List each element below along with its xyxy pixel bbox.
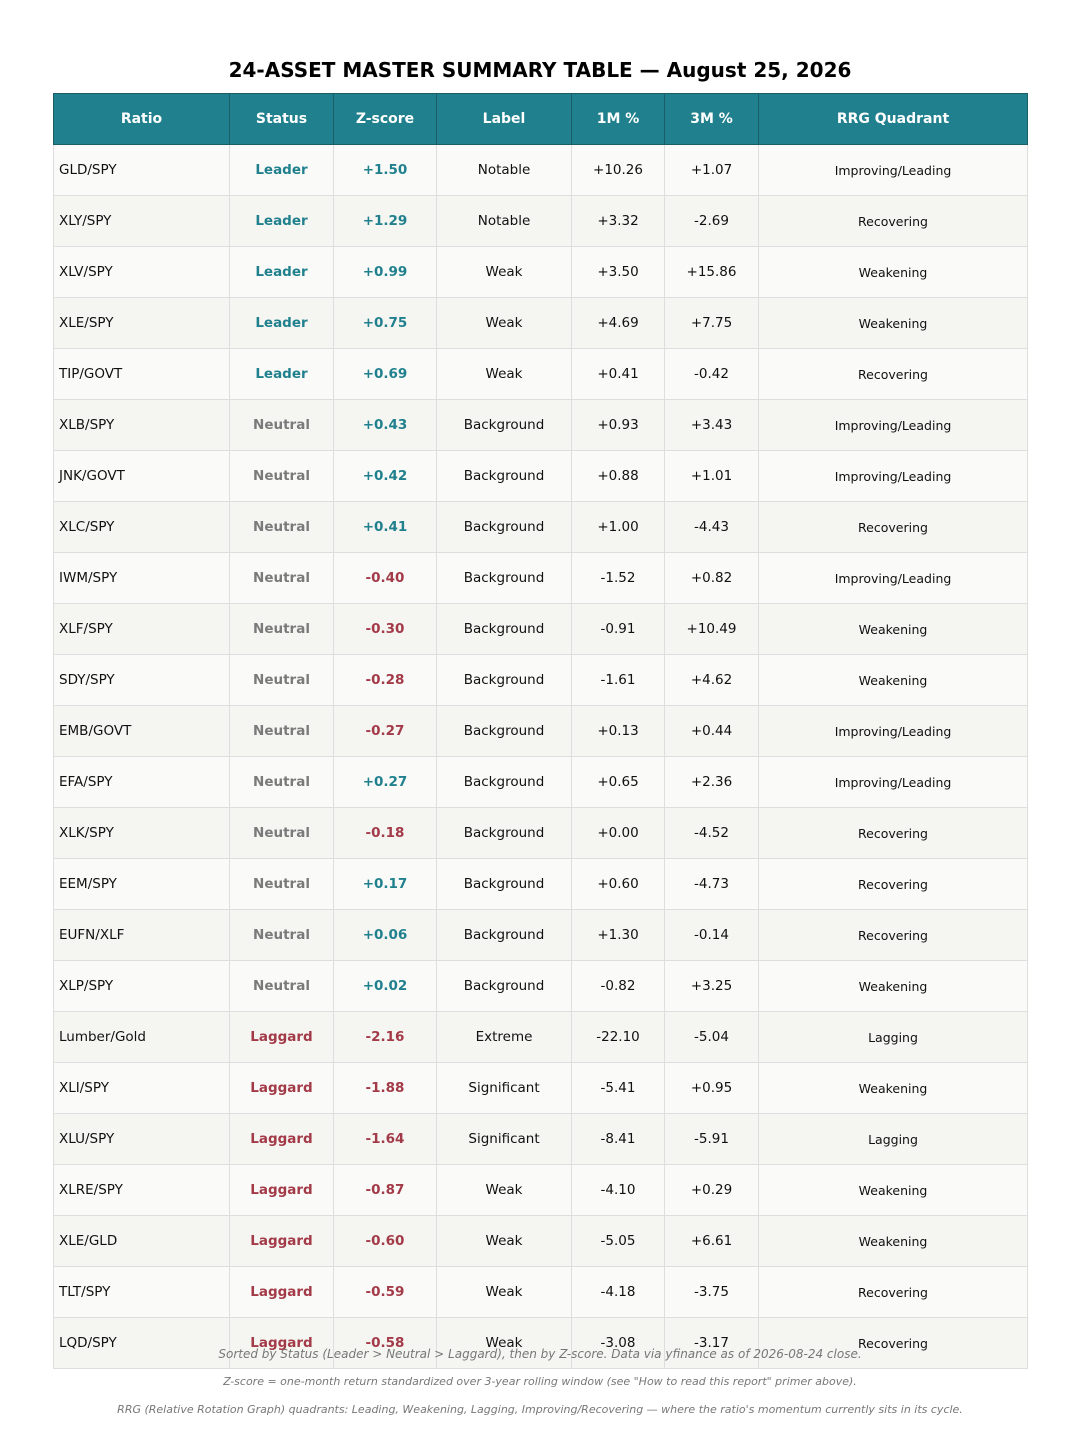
- status-cell: Neutral: [230, 655, 334, 706]
- ratio-cell: EFA/SPY: [54, 757, 230, 808]
- ratio-cell: EEM/SPY: [54, 859, 230, 910]
- table-row: [54, 502, 1028, 553]
- ratio-cell: XLF/SPY: [54, 604, 230, 655]
- table-row: [54, 757, 1028, 808]
- column-header-zscore: Z-score: [334, 94, 437, 145]
- zscore-cell: -0.60: [334, 1216, 437, 1267]
- column-header-1m: 1M %: [572, 94, 665, 145]
- status-cell: Neutral: [230, 859, 334, 910]
- column-header-3m: 3M %: [665, 94, 759, 145]
- label-cell: Extreme: [437, 1012, 572, 1063]
- column-header-ratio: Ratio: [54, 94, 230, 145]
- zscore-cell: +0.41: [334, 502, 437, 553]
- one-month-return-cell: -1.52: [572, 553, 665, 604]
- footnote-rrg: RRG (Relative Rotation Graph) quadrants: Leading, Weakening, Lagging, Improving/Recovering — where the ratio's momentum currently sits in its cycle.: [117, 1403, 963, 1416]
- label-cell: Weak: [437, 1216, 572, 1267]
- zscore-cell: +0.99: [334, 247, 437, 298]
- label-cell: Background: [437, 400, 572, 451]
- three-month-return-cell: +3.25: [665, 961, 759, 1012]
- three-month-return-cell: +4.62: [665, 655, 759, 706]
- ratio-cell: XLB/SPY: [54, 400, 230, 451]
- zscore-cell: -0.18: [334, 808, 437, 859]
- rrg-quadrant-cell: Weakening: [759, 298, 1028, 349]
- label-cell: Background: [437, 451, 572, 502]
- table-row: [54, 553, 1028, 604]
- table-row: [54, 706, 1028, 757]
- status-cell: Leader: [230, 298, 334, 349]
- zscore-cell: +0.69: [334, 349, 437, 400]
- label-cell: Background: [437, 502, 572, 553]
- table-row: [54, 349, 1028, 400]
- three-month-return-cell: +1.07: [665, 145, 759, 196]
- three-month-return-cell: -4.73: [665, 859, 759, 910]
- table-row: [54, 655, 1028, 706]
- three-month-return-cell: -2.69: [665, 196, 759, 247]
- rrg-quadrant-cell: Weakening: [759, 1063, 1028, 1114]
- ratio-cell: XLE/GLD: [54, 1216, 230, 1267]
- rrg-quadrant-cell: Recovering: [759, 196, 1028, 247]
- ratio-cell: XLV/SPY: [54, 247, 230, 298]
- zscore-cell: +1.29: [334, 196, 437, 247]
- status-cell: Leader: [230, 196, 334, 247]
- zscore-cell: -0.30: [334, 604, 437, 655]
- label-cell: Weak: [437, 1267, 572, 1318]
- rrg-quadrant-cell: Weakening: [759, 247, 1028, 298]
- ratio-cell: EMB/GOVT: [54, 706, 230, 757]
- ratio-cell: XLK/SPY: [54, 808, 230, 859]
- zscore-cell: +0.06: [334, 910, 437, 961]
- ratio-cell: XLY/SPY: [54, 196, 230, 247]
- summary-table: [53, 93, 1028, 1369]
- label-cell: Notable: [437, 145, 572, 196]
- one-month-return-cell: +0.93: [572, 400, 665, 451]
- one-month-return-cell: -5.41: [572, 1063, 665, 1114]
- label-cell: Background: [437, 757, 572, 808]
- column-header-rrg-quadrant: RRG Quadrant: [759, 94, 1028, 145]
- label-cell: Background: [437, 604, 572, 655]
- one-month-return-cell: +0.65: [572, 757, 665, 808]
- table-row: [54, 247, 1028, 298]
- three-month-return-cell: +1.01: [665, 451, 759, 502]
- label-cell: Weak: [437, 349, 572, 400]
- label-cell: Weak: [437, 1165, 572, 1216]
- zscore-cell: +0.02: [334, 961, 437, 1012]
- status-cell: Neutral: [230, 706, 334, 757]
- three-month-return-cell: -0.42: [665, 349, 759, 400]
- ratio-cell: XLP/SPY: [54, 961, 230, 1012]
- label-cell: Background: [437, 961, 572, 1012]
- footnote-sorting: Sorted by Status (Leader > Neutral > Laggard), then by Z-score. Data via yfinance as of 2026-08-24 close.: [218, 1347, 862, 1361]
- status-cell: Neutral: [230, 400, 334, 451]
- three-month-return-cell: +0.82: [665, 553, 759, 604]
- rrg-quadrant-cell: Weakening: [759, 961, 1028, 1012]
- rrg-quadrant-cell: Improving/Leading: [759, 757, 1028, 808]
- ratio-cell: TLT/SPY: [54, 1267, 230, 1318]
- three-month-return-cell: -4.43: [665, 502, 759, 553]
- label-cell: Background: [437, 910, 572, 961]
- one-month-return-cell: +1.00: [572, 502, 665, 553]
- rrg-quadrant-cell: Recovering: [759, 1318, 1028, 1369]
- three-month-return-cell: +3.43: [665, 400, 759, 451]
- label-cell: Notable: [437, 196, 572, 247]
- rrg-quadrant-cell: Improving/Leading: [759, 553, 1028, 604]
- column-header-label: Label: [437, 94, 572, 145]
- status-cell: Neutral: [230, 502, 334, 553]
- rrg-quadrant-cell: Lagging: [759, 1012, 1028, 1063]
- status-cell: Laggard: [230, 1267, 334, 1318]
- one-month-return-cell: +0.13: [572, 706, 665, 757]
- ratio-cell: JNK/GOVT: [54, 451, 230, 502]
- column-header-status: Status: [230, 94, 334, 145]
- table-row: [54, 808, 1028, 859]
- status-cell: Leader: [230, 247, 334, 298]
- three-month-return-cell: +7.75: [665, 298, 759, 349]
- status-cell: Neutral: [230, 451, 334, 502]
- status-cell: Leader: [230, 145, 334, 196]
- zscore-cell: -0.40: [334, 553, 437, 604]
- one-month-return-cell: +10.26: [572, 145, 665, 196]
- rrg-quadrant-cell: Weakening: [759, 1165, 1028, 1216]
- table-row: [54, 1063, 1028, 1114]
- rrg-quadrant-cell: Weakening: [759, 1216, 1028, 1267]
- zscore-cell: -1.88: [334, 1063, 437, 1114]
- table-row: [54, 145, 1028, 196]
- table-row: [54, 1012, 1028, 1063]
- three-month-return-cell: -4.52: [665, 808, 759, 859]
- one-month-return-cell: +3.32: [572, 196, 665, 247]
- table-row: [54, 298, 1028, 349]
- zscore-cell: -0.59: [334, 1267, 437, 1318]
- rrg-quadrant-cell: Recovering: [759, 502, 1028, 553]
- one-month-return-cell: -4.18: [572, 1267, 665, 1318]
- table-row: [54, 1165, 1028, 1216]
- status-cell: Neutral: [230, 553, 334, 604]
- one-month-return-cell: -0.82: [572, 961, 665, 1012]
- status-cell: Neutral: [230, 808, 334, 859]
- rrg-quadrant-cell: Recovering: [759, 349, 1028, 400]
- status-cell: Laggard: [230, 1216, 334, 1267]
- zscore-cell: +0.27: [334, 757, 437, 808]
- label-cell: Weak: [437, 298, 572, 349]
- ratio-cell: EUFN/XLF: [54, 910, 230, 961]
- one-month-return-cell: +3.50: [572, 247, 665, 298]
- table-row: [54, 910, 1028, 961]
- three-month-return-cell: -0.14: [665, 910, 759, 961]
- rrg-quadrant-cell: Recovering: [759, 808, 1028, 859]
- table-row: [54, 604, 1028, 655]
- ratio-cell: LQD/SPY: [54, 1318, 230, 1369]
- table-row: [54, 1216, 1028, 1267]
- rrg-quadrant-cell: Weakening: [759, 604, 1028, 655]
- label-cell: Weak: [437, 247, 572, 298]
- rrg-quadrant-cell: Improving/Leading: [759, 145, 1028, 196]
- label-cell: Background: [437, 859, 572, 910]
- ratio-cell: IWM/SPY: [54, 553, 230, 604]
- status-cell: Neutral: [230, 757, 334, 808]
- zscore-cell: +0.17: [334, 859, 437, 910]
- table-row: [54, 859, 1028, 910]
- rrg-quadrant-cell: Recovering: [759, 859, 1028, 910]
- one-month-return-cell: -1.61: [572, 655, 665, 706]
- one-month-return-cell: -4.10: [572, 1165, 665, 1216]
- ratio-cell: SDY/SPY: [54, 655, 230, 706]
- status-cell: Laggard: [230, 1318, 334, 1369]
- table-row: [54, 196, 1028, 247]
- three-month-return-cell: +6.61: [665, 1216, 759, 1267]
- zscore-cell: -0.27: [334, 706, 437, 757]
- zscore-cell: -0.87: [334, 1165, 437, 1216]
- label-cell: Background: [437, 553, 572, 604]
- status-cell: Neutral: [230, 961, 334, 1012]
- zscore-cell: -0.58: [334, 1318, 437, 1369]
- footnote-zscore: Z-score = one-month return standardized over 3-year rolling window (see "How to read this report" primer above).: [223, 1375, 857, 1388]
- rrg-quadrant-cell: Lagging: [759, 1114, 1028, 1165]
- one-month-return-cell: -3.08: [572, 1318, 665, 1369]
- three-month-return-cell: +10.49: [665, 604, 759, 655]
- one-month-return-cell: +4.69: [572, 298, 665, 349]
- ratio-cell: XLU/SPY: [54, 1114, 230, 1165]
- three-month-return-cell: +0.29: [665, 1165, 759, 1216]
- label-cell: Background: [437, 808, 572, 859]
- zscore-cell: -1.64: [334, 1114, 437, 1165]
- table-row: [54, 961, 1028, 1012]
- table-row: [54, 1114, 1028, 1165]
- one-month-return-cell: +0.88: [572, 451, 665, 502]
- rrg-quadrant-cell: Improving/Leading: [759, 400, 1028, 451]
- three-month-return-cell: -5.04: [665, 1012, 759, 1063]
- label-cell: Significant: [437, 1063, 572, 1114]
- ratio-cell: XLI/SPY: [54, 1063, 230, 1114]
- label-cell: Weak: [437, 1318, 572, 1369]
- zscore-cell: +1.50: [334, 145, 437, 196]
- one-month-return-cell: -8.41: [572, 1114, 665, 1165]
- status-cell: Laggard: [230, 1063, 334, 1114]
- status-cell: Leader: [230, 349, 334, 400]
- one-month-return-cell: -5.05: [572, 1216, 665, 1267]
- three-month-return-cell: -3.17: [665, 1318, 759, 1369]
- table-row: [54, 1267, 1028, 1318]
- three-month-return-cell: +0.95: [665, 1063, 759, 1114]
- three-month-return-cell: +0.44: [665, 706, 759, 757]
- status-cell: Neutral: [230, 910, 334, 961]
- one-month-return-cell: +0.00: [572, 808, 665, 859]
- ratio-cell: XLC/SPY: [54, 502, 230, 553]
- label-cell: Background: [437, 706, 572, 757]
- one-month-return-cell: +0.41: [572, 349, 665, 400]
- status-cell: Neutral: [230, 604, 334, 655]
- zscore-cell: +0.75: [334, 298, 437, 349]
- page-title: 24-ASSET MASTER SUMMARY TABLE — August 25, 2026: [228, 58, 852, 82]
- table-body: [54, 145, 1028, 1369]
- ratio-cell: XLE/SPY: [54, 298, 230, 349]
- ratio-cell: XLRE/SPY: [54, 1165, 230, 1216]
- ratio-cell: Lumber/Gold: [54, 1012, 230, 1063]
- one-month-return-cell: +1.30: [572, 910, 665, 961]
- rrg-quadrant-cell: Improving/Leading: [759, 706, 1028, 757]
- ratio-cell: TIP/GOVT: [54, 349, 230, 400]
- zscore-cell: -2.16: [334, 1012, 437, 1063]
- three-month-return-cell: -5.91: [665, 1114, 759, 1165]
- rrg-quadrant-cell: Recovering: [759, 1267, 1028, 1318]
- status-cell: Laggard: [230, 1165, 334, 1216]
- table-header-row: [54, 94, 1028, 145]
- table-row: [54, 451, 1028, 502]
- zscore-cell: +0.42: [334, 451, 437, 502]
- label-cell: Significant: [437, 1114, 572, 1165]
- rrg-quadrant-cell: Recovering: [759, 910, 1028, 961]
- three-month-return-cell: -3.75: [665, 1267, 759, 1318]
- zscore-cell: +0.43: [334, 400, 437, 451]
- one-month-return-cell: -0.91: [572, 604, 665, 655]
- three-month-return-cell: +2.36: [665, 757, 759, 808]
- rrg-quadrant-cell: Improving/Leading: [759, 451, 1028, 502]
- ratio-cell: GLD/SPY: [54, 145, 230, 196]
- status-cell: Laggard: [230, 1114, 334, 1165]
- label-cell: Background: [437, 655, 572, 706]
- zscore-cell: -0.28: [334, 655, 437, 706]
- rrg-quadrant-cell: Weakening: [759, 655, 1028, 706]
- table-row: [54, 400, 1028, 451]
- status-cell: Laggard: [230, 1012, 334, 1063]
- one-month-return-cell: -22.10: [572, 1012, 665, 1063]
- one-month-return-cell: +0.60: [572, 859, 665, 910]
- three-month-return-cell: +15.86: [665, 247, 759, 298]
